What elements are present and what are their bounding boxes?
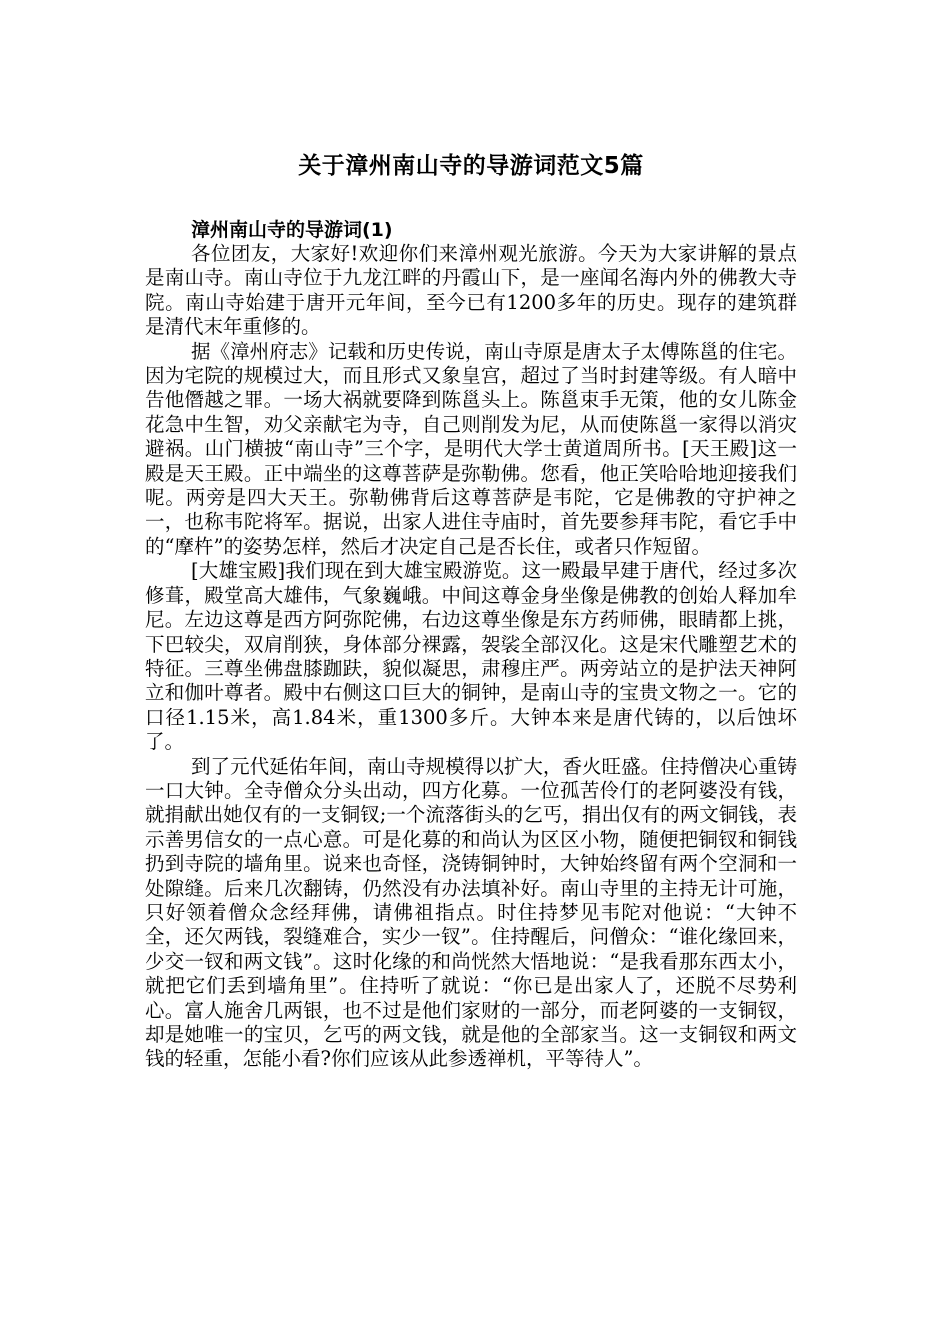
paragraph-1: 各位团友，大家好!欢迎你们来漳州观光旅游。今天为大家讲解的景点是南山寺。南山寺位于九龙江畔的丹霞山下，是一座闻名海内外的佛教大寺院。南山寺始建于唐开元年间，至今已有1200多年的历史。现存的建筑群是清代末年重修的。: [145, 242, 797, 339]
document-page: [145, 0, 797, 1072]
section-heading: 漳州南山寺的导游词(1): [191, 219, 393, 241]
document-title: 关于漳州南山寺的导游词范文5篇: [298, 153, 644, 179]
section-1: [145, 218, 797, 1072]
paragraph-2: 据《漳州府志》记载和历史传说，南山寺原是唐太子太傅陈邕的住宅。因为宅院的规模过大，而且形式又象皇宫，超过了当时封建等级。有人暗中告他僭越之罪。一场大祸就要降到陈邕头上。陈邕束手无策，他的女儿陈金花急中生智，劝父亲献宅为寺，自己则削发为尼，从而使陈邕一家得以消灾避祸。山门横披“南山寺”三个字，是明代大学士黄道周所书。[天王殿]这一殿是天王殿。正中端坐的这尊菩萨是弥勒佛。您看，他正笑哈哈地迎接我们呢。两旁是四大天王。弥勒佛背后这尊菩萨是韦陀，它是佛教的守护神之一，也称韦陀将军。据说，出家人进住寺庙时，首先要参拜韦陀，看它手中的“摩杵”的姿势怎样，然后才决定自己是否长住，或者只作短留。: [145, 339, 797, 558]
paragraph-4: 到了元代延佑年间，南山寺规模得以扩大，香火旺盛。住持僧决心重铸一口大钟。全寺僧众分头出动，四方化募。一位孤苦伶仃的老阿婆没有钱，就捐献出她仅有的一支铜钗;一个流落街头的乞丐，捐出仅有的两文铜钱，表示善男信女的一点心意。可是化募的和尚认为区区小物，随便把铜钗和铜钱扔到寺院的墙角里。说来也奇怪，浇铸铜钟时，大钟始终留有两个空洞和一处隙缝。后来几次翻铸，仍然没有办法填补好。南山寺里的主持无计可施，只好领着僧众念经拜佛，请佛祖指点。时住持梦见韦陀对他说：“大钟不全，还欠两钱，裂缝难合，实少一钗”。住持醒后，问僧众：“谁化缘回来，少交一钗和两文钱”。这时化缘的和尚恍然大悟地说：“是我看那东西太小，就把它们丢到墙角里”。住持听了就说：“你已是出家人了，还脱不尽势利心。富人施舍几两银，也不过是他们家财的一部分，而老阿婆的一支铜钗，却是她唯一的宝贝，乞丐的两文钱，就是他的全部家当。这一支铜钗和两文钱的轻重，怎能小看?你们应该从此参透禅机，平等待人”。: [145, 754, 797, 1071]
paragraph-3: [大雄宝殿]我们现在到大雄宝殿游览。这一殿最早建于唐代，经过多次修葺，殿堂高大雄伟，气象巍峨。中间这尊金身坐像是佛教的创始人释加牟尼。左边这尊是西方阿弥陀佛，右边这尊坐像是东方药师佛，眼睛都上挑，下巴较尖，双肩削狭，身体部分裸露，袈裟全部汉化。这是宋代雕塑艺术的特征。三尊坐佛盘膝跏趺，貌似凝思，肃穆庄严。两旁站立的是护法天神阿立和伽叶尊者。殿中右侧这口巨大的铜钟，是南山寺的宝贵文物之一。它的口径1.15米，高1.84米，重1300多斤。大钟本来是唐代铸的，以后蚀坏了。: [145, 559, 797, 754]
